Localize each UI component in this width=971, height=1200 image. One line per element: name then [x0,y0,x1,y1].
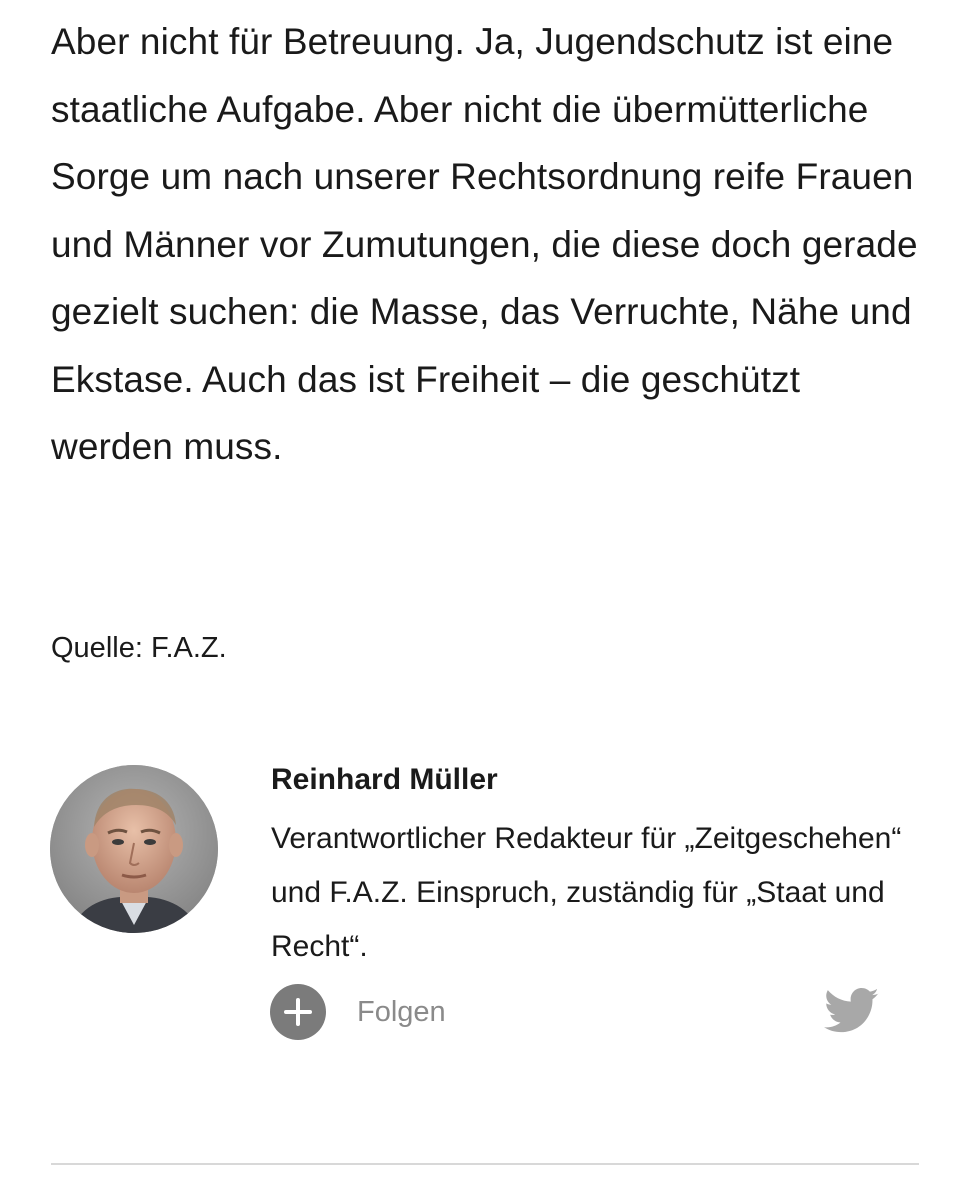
plus-circle-icon [270,984,326,1040]
author-description: Verantwortlicher Redakteur für „Zeitgeschehen“ und F.A.Z. Einspruch, zuständig für „Staat und Recht“. [271,822,902,963]
article-body [51,8,931,481]
follow-button[interactable] [270,984,446,1040]
author-portrait-image [50,765,218,933]
follow-label: Folgen [357,995,446,1028]
author-box [0,756,971,1056]
section-divider [51,1163,919,1165]
twitter-bird-glyph [824,988,880,1034]
twitter-icon[interactable] [824,988,880,1034]
author-avatar[interactable] [50,765,218,933]
author-name[interactable]: Reinhard Müller [271,763,498,796]
article-source: Quelle: F.A.Z. [51,632,227,664]
article-paragraph: Aber nicht für Betreuung. Ja, Jugendschutz ist eine staatliche Aufgabe. Aber nicht die übermütterliche Sorge um nach unserer Rechtsordnung reife Frauen und Männer vor Zumutungen, die diese doch gerade gezielt suchen: die Masse, das Verruchte, Nähe und Ekstase. Auch das ist Freiheit – die geschützt werden muss. [51,21,918,467]
